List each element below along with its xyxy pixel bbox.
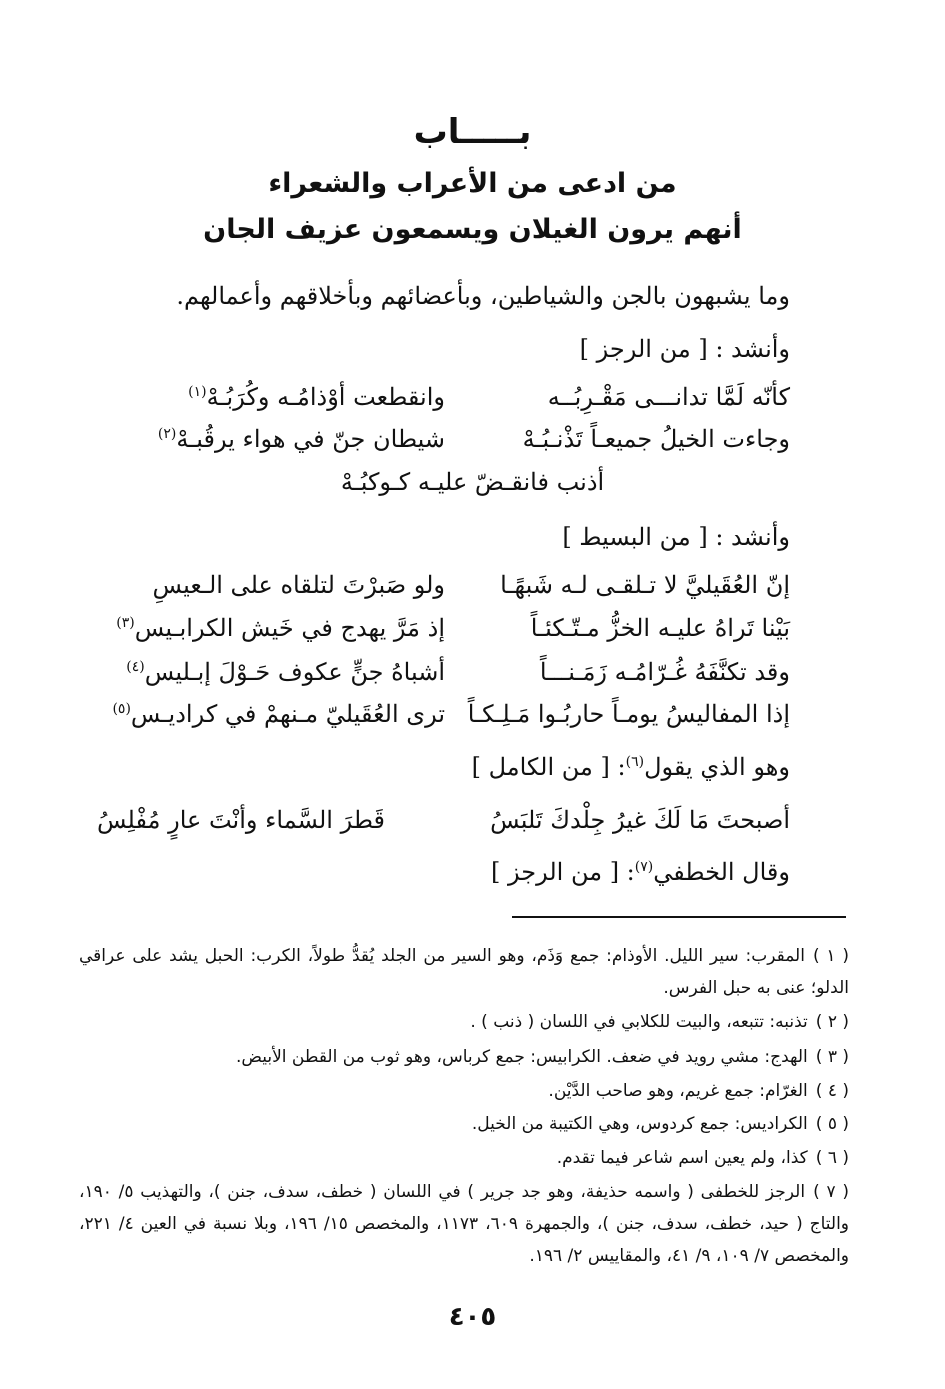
poem1-verse3: أذنب فانقـضّ عليـه كـوكبُـهْ bbox=[340, 468, 605, 496]
poem2-verse2-left: إذ مَرَّ يهدج في خَيش الكرابـيس$^{(٣)}$ bbox=[116, 614, 445, 642]
poem3-verse1-right: أصبحتَ مَا لَكَ غيرُ جِلْدكَ تَلبَسُ bbox=[490, 806, 790, 834]
intro-paragraph: وما يشبهون بالجن والشياطين، وبأعضائهم وبأخلاقهم وأعمالهم. bbox=[176, 282, 790, 310]
footnote-ref-7: (٧) bbox=[634, 859, 654, 875]
poem2-verse2-right: بَيْنا تَراهُ عليـه الخزُّ مـتّـكئـاً bbox=[530, 614, 790, 642]
footnote-ref-6: (٦) bbox=[625, 754, 645, 770]
poem1-verse2-left: شيطان جنّ في هواء يرقُبـهْ$^{(٢)}$ bbox=[157, 425, 445, 453]
poem2-verse1-right: إنّ العُقَيليَّ لا تـلقـى لـه شَبهًـا bbox=[500, 571, 790, 599]
footnote-1: ( ١ )المقرب: سير الليل. الأوذام: جمع وَذَم، وهو السير من الجلد يُقدُّ طولاً، الكرب: الحبل يشد على عراقي الدلو؛ عنى به حبل الفرس. bbox=[79, 946, 849, 998]
poem3-header: وهو الذي يقول$^{(٦)}$: [ من الكامل ] bbox=[471, 753, 790, 781]
poem2-verse4-left: ترى العُقَيليّ مـنهمْ في كراديـس$^{(٥)}$ bbox=[112, 700, 445, 728]
footnote-5: ( ٥ )الكراديس: جمع كردوس، وهي الكتيبة من الخيل. bbox=[471, 1114, 849, 1134]
page-number: ٤٠٥ bbox=[448, 1302, 497, 1332]
footnote-separator bbox=[512, 916, 846, 918]
footnote-4: ( ٤ )الغرّام: جمع غريم، وهو صاحب الدَّيْن. bbox=[548, 1081, 849, 1101]
footnote-ref-2: (٢) bbox=[157, 426, 177, 442]
chapter-title-line1: من ادعى من الأعراب والشعراء bbox=[268, 168, 677, 199]
poem2-verse4-right: إذا المفاليسُ يومـاً حاربُـوا مَـلِـكـاً bbox=[467, 700, 790, 728]
footnote-7: ( ٧ )الرجز للخطفى ( واسمه حذيفة، وهو جد جرير ) في اللسان ( خطف، سدف، جنن )، والتهذيب ٥/ ١٩٠، والتاج ( حيد، خطف، سدف، جنن )، والجمهرة ٦٠٩، ١١٧٣، والمخصص ١٥/ ١٩٦، وبلا نسبة في العين ٤/ ٢٢١، والمخصص ٧/ ١٠٩، ٩/ ٤١، والمقاييس ٢/ ١٩٦. bbox=[79, 1182, 850, 1266]
footnote-ref-3: (٣) bbox=[116, 615, 135, 631]
footnote-2: ( ٢ )تذنبه: تتبعه، والبيت للكلابي في اللسان ( ذنب ) . bbox=[470, 1012, 849, 1032]
poem1-header: وأنشد : [ من الرجز ] bbox=[579, 335, 790, 363]
poem2-verse3-left: أشباهُ جنٍّ عكوف حَـوْلَ إبـليس$^{(٤)}$ bbox=[126, 658, 445, 686]
footnote-ref-5: (٥) bbox=[112, 701, 131, 717]
footnote-ref-4: (٤) bbox=[126, 659, 145, 675]
poem1-verse1-left: وانقطعت أوْذامُـه وكُرَبُـهْ$^{(١)}$ bbox=[188, 383, 445, 411]
poem2-verse3-right: وقد تكنَّفَهُ غُـرّامُـه زَمَـنـــاً bbox=[539, 658, 790, 686]
poem1-verse2-right: وجاءت الخيلُ جميعـاً تَذْنـبُـهْ bbox=[522, 425, 790, 453]
poem2-verse1-left: ولو صَبرْتَ لتلقاه على الـعيسِ bbox=[152, 571, 445, 599]
chapter-label: بـــــاب bbox=[413, 112, 532, 152]
poem1-verse1-right: كأنّه لَمَّا تدانـــى مَقْـرِبُــه bbox=[547, 383, 790, 411]
poem2-header: وأنشد : [ من البسيط ] bbox=[562, 523, 790, 551]
footnote-3: ( ٣ )الهدج: مشي رويد في ضعف. الكرابيس: جمع كرباس، وهو ثوب من القطن الأبيض. bbox=[236, 1047, 849, 1067]
chapter-title-line2: أنهم يرون الغيلان ويسمعون عزيف الجان bbox=[203, 214, 742, 245]
footnote-6: ( ٦ )كذا، ولم يعين اسم شاعر فيما تقدم. bbox=[556, 1148, 849, 1168]
poem3-verse1-left: قَطرَ السَّماء وأنْتَ عارٍ مُفْلِسُ bbox=[96, 806, 385, 834]
footnote-ref-1: (١) bbox=[188, 384, 207, 400]
poem4-header: وقال الخطفي$^{(٧)}$: [ من الرجز ] bbox=[491, 858, 790, 886]
